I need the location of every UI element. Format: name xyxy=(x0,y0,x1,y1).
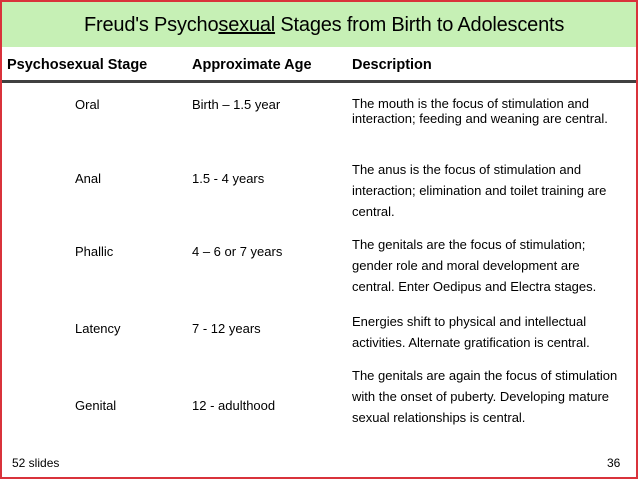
description-cell: The anus is the focus of stimulation and interaction; elimination and toilet training are central. xyxy=(352,162,607,219)
stage-cell: Latency xyxy=(75,321,121,336)
header-description: Description xyxy=(352,57,432,73)
age-cell: 7 - 12 years xyxy=(192,321,261,336)
description-cell: The mouth is the focus of stimulation and interaction; feeding and weaning are central. xyxy=(352,96,608,126)
title-suffix: Stages from Birth to Adolescents xyxy=(275,14,565,36)
description-cell: The genitals are the focus of stimulation; gender role and moral development are central. Enter Oedipus and Electra stages. xyxy=(352,237,597,294)
title-bar xyxy=(2,2,636,47)
table-header-row xyxy=(2,47,636,80)
age-cell: 1.5 - 4 years xyxy=(192,171,265,186)
stage-cell: Anal xyxy=(75,171,102,186)
header-stage: Psychosexual Stage xyxy=(7,57,148,73)
header-rule xyxy=(2,80,636,83)
age-cell: 4 – 6 or 7 years xyxy=(192,244,283,259)
slide-count: 52 slides xyxy=(12,456,60,470)
stage-cell: Phallic xyxy=(75,244,114,259)
page-number: 36 xyxy=(607,456,621,470)
header-age: Approximate Age xyxy=(192,57,312,73)
title-prefix: Freud's Psycho xyxy=(84,14,219,36)
stage-cell: Genital xyxy=(75,398,117,413)
age-cell: Birth – 1.5 year xyxy=(192,97,281,112)
description-cell: The genitals are again the focus of stimulation with the onset of puberty. Developing mature sexual relationships is central. xyxy=(352,368,618,425)
title-emphasis: sexual xyxy=(218,14,276,36)
stage-cell: Oral xyxy=(75,97,100,112)
description-cell: Energies shift to physical and intellectual activities. Alternate gratification is central. xyxy=(352,314,590,350)
slide-title xyxy=(84,14,564,37)
age-cell: 12 - adulthood xyxy=(192,398,276,413)
